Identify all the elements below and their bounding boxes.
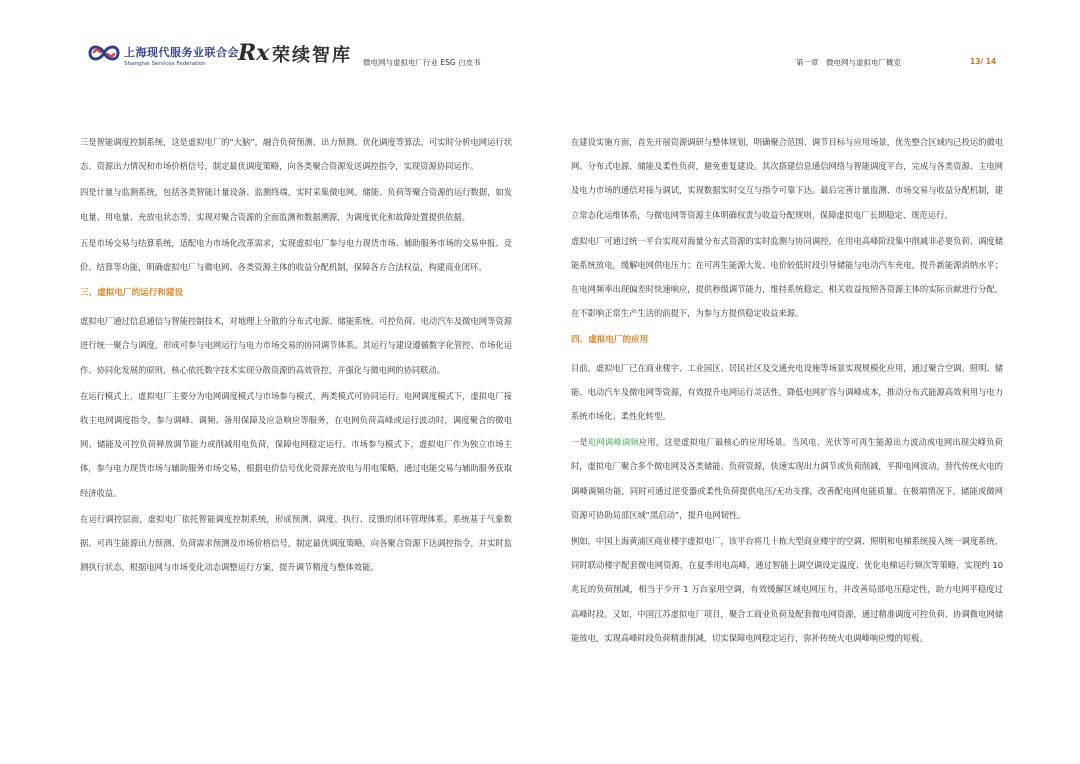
page-header [0,0,1080,80]
page-number: 13/ 14 [970,57,997,66]
paragraph-lead: 一是 [571,437,588,448]
paragraph-body: 应用，这是虚拟电厂最核心的应用场景。当风电、光伏等可再生能源出力波动或电网出现尖峰负荷时，虚拟电厂聚合多个微电网及各类储能、负荷资源，快速实现出力调节或负荷削减，平抑电网波动，替代传统火电的调峰调频功能，同时可通过逆变器或柔性负荷提供电压/无功支撑，改善配电网电能质量。在极端情况下，储能或微网资源可协助局部区域“黑启动”，提升电网韧性。 [571,437,1003,520]
paragraph: 虚拟电厂通过信息通信与智能控制技术，对地理上分散的分布式电源、储能系统、可控负荷、电动汽车及微电网等资源进行统一聚合与调度，形成可参与电网运行与电力市场交易的协同调节体系。其运行与建设遵循数字化管控、市场化运作、协同化发展的原则，核心依托数字技术实现分散资源的高效管控，并强化与微电网的协同联动。 [80,316,512,375]
chapter-title: 第一章 微电网与虚拟电厂概览 [796,58,901,67]
highlighted-term: 电网调峰调频 [587,437,639,448]
paragraph [571,430,1003,527]
document-title: 微电网与虚拟电厂行业 ESG 白皮书 [363,58,481,67]
think-tank-name: 荣续智库 [272,45,352,66]
paragraph: 在运行调控层面，虚拟电厂依托智能调度控制系统，形成预测、调度、执行、反馈的闭环管理体系。系统基于气象数据、可再生能源出力预测、负荷需求预测及市场价格信号，制定最优调度策略，向各聚合资源下达调控指令，并实时监测执行状态，根据电网与市场变化动态调整运行方案，提升调节精度与整体效能。 [80,513,512,573]
rx-logo: Rx [238,40,270,66]
federation-name-en: Shanghai Services Federation [124,61,206,67]
paragraph: 三是智能调度控制系统，这是虚拟电厂的“大脑”，融合负荷预测、出力预测、优化调度等算法，可实时分析电网运行状态、资源出力情况和市场价格信号，制定最优调度策略，向各类聚合资源发送调控指令，实现资源协同运作。 [80,137,512,172]
section-heading: 四、虚拟电厂的应用 [571,334,649,345]
right-column [571,130,1003,652]
paragraph: 在运行模式上，虚拟电厂主要分为电网调度模式与市场参与模式，两类模式可协同运行。电网调度模式下，虚拟电厂接收主电网调度指令，参与调峰、调频、备用保障及应急响应等服务，在电网负荷高峰或运行波动时，调度聚合的微电网、储能及可控负荷释放调节能力或削减用电负荷，保障电网稳定运行。市场参与模式下，虚拟电厂作为独立市场主体，参与电力现货市场与辅助服务市场交易，根据电价信号优化资源充放电与用电策略，通过电能交易与辅助服务获取经济收益。 [80,390,512,498]
paragraph: 在建设实施方面，首先开展资源调研与整体规划，明确聚合范围、调节目标与应用场景，优先整合区域内已投运的微电网、分布式电源、储能及柔性负荷，避免重复建设。其次搭建信息通信网络与智能调度平台，完成与各类资源、主电网及电力市场的通信对接与调试，实现数据实时交互与指令可靠下达。最后完善计量监测、市场交易与收益分配机制，建立常态化运维体系，与微电网等资源主体明确权责与收益分配规则，保障虚拟电厂长期稳定、规范运行。 [571,137,1003,220]
paragraph: 例如，中国上海黄浦区商业楼宇虚拟电厂，该平台将几十栋大型商业楼宇的空调、照明和电梯系统接入统一调度系统，同时联动楼宇配套微电网资源，在夏季用电高峰，通过智能上调空调设定温度、优化电梯运行频次等策略，实现约 10 兆瓦的负荷削减，相当于少开 1 万台家用空调，有效缓解区域电网压力，并改善局部电压稳定性，助力电网平稳度过高峰时段。又如，中国江苏虚拟电厂项目，聚合工商业负荷及配套微电网资源，通过精准调度可控负荷、协调微电网储能放电，实现高峰时段负荷精准削减，切实保障电网稳定运行，弥补传统火电调峰响应慢的短板。 [571,536,1003,643]
federation-name [124,44,239,67]
left-column [80,130,512,581]
federation-name-cn: 上海现代服务业联合会 [124,46,239,59]
paragraph: 五是市场交易与结算系统，适配电力市场化改革需求，实现虚拟电厂参与电力现货市场、辅助服务市场的交易申报、竞价、结算等功能，明确虚拟电厂与微电网、各类资源主体的收益分配机制，保障各方合法权益，构建商业闭环。 [80,237,512,273]
paragraph: 虚拟电厂可通过统一平台实现对海量分布式资源的实时监测与协同调控，在用电高峰阶段集中削减非必要负荷、调度储能系统放电，缓解电网供电压力；在可再生能源大发、电价较低时段引导储能与电动汽车充电，提升新能源消纳水平；在电网频率出现偏差时快速响应，提供秒级调节能力，维持系统稳定。相关收益按照各资源主体的实际贡献进行分配，在不影响正常生产生活的前提下，为参与方提供稳定收益来源。 [571,235,1003,319]
section-heading: 三、虚拟电厂的运行和建设 [80,288,184,299]
federation-logo-icon [86,40,122,66]
paragraph: 四是计量与监测系统，包括各类智能计量设备、监测终端，实时采集微电网、储能、负荷等聚合资源的运行数据，如发电量、用电量、充放电状态等，实现对聚合资源的全面监测和数据溯源，为调度优化和故障处置提供依据。 [80,187,512,222]
paragraph: 目前，虚拟电厂已在商业楼宇、工业园区、居民社区及交通充电设施等场景实现规模化应用，通过聚合空调、照明、储能、电动汽车及微电网等资源，有效提升电网运行灵活性，降低电网扩容与调峰成本，推动分布式能源高效利用与电力系统市场化、柔性化转型。 [571,362,1003,422]
